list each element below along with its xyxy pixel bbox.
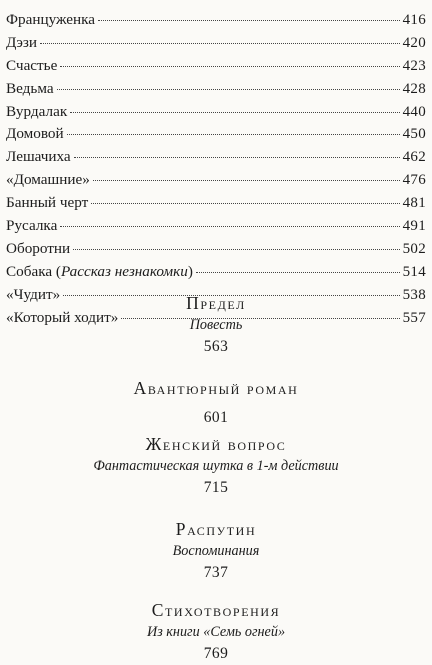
toc-entry-title: Лешачиха [6, 148, 71, 166]
toc-entry-page: 428 [402, 80, 426, 97]
dot-leader [196, 272, 400, 273]
toc-entry-page: 557 [402, 309, 426, 326]
toc-entry-page: 502 [402, 240, 426, 257]
toc-row [6, 123, 426, 146]
toc-entry-title [6, 261, 193, 284]
section-page: 601 [203, 409, 229, 426]
toc-row [6, 32, 426, 55]
toc-entry-page: 476 [402, 172, 426, 189]
dot-leader [57, 89, 400, 90]
dot-leader [60, 226, 399, 227]
section-rasputin [0, 518, 432, 584]
dot-leader [40, 43, 400, 44]
dot-leader [74, 157, 400, 158]
toc-row [6, 146, 426, 169]
toc-entry-title-prefix: Собака ( [6, 262, 61, 280]
toc-entry-page: 538 [402, 286, 426, 303]
toc-entry-page: 450 [402, 126, 426, 143]
section-title: Стихотворения [151, 600, 281, 620]
toc-row [6, 261, 426, 284]
toc-entry-page: 420 [402, 34, 426, 51]
toc-entry-title: Дэзи [6, 33, 38, 51]
toc-entry-title: Домовой [6, 125, 64, 143]
section-title: Женский вопрос [145, 434, 287, 454]
section-page: 563 [203, 338, 229, 355]
toc-row [6, 169, 426, 192]
toc-entry-title: Русалка [6, 217, 58, 235]
toc-entry-title-italic: Рассказ незнакомки [60, 262, 188, 280]
section-title: Предел [186, 293, 246, 313]
section-page: 715 [203, 479, 229, 496]
dot-leader [67, 134, 400, 135]
toc-entry-title: «Домашние» [6, 171, 90, 189]
toc-entry-title: Счастье [6, 56, 58, 74]
toc-entry-title: Банный черт [6, 194, 89, 212]
toc-row [6, 238, 426, 261]
toc-list [6, 9, 426, 329]
toc-entry-page: 423 [402, 57, 426, 74]
section-predel [0, 292, 432, 358]
dot-leader [73, 249, 399, 250]
toc-entry-page: 514 [402, 263, 426, 280]
toc-entry-page: 462 [402, 149, 426, 166]
section-subtitle: Фантастическая шутка в 1-м действии [93, 458, 339, 474]
section-page: 769 [203, 645, 229, 662]
dot-leader [70, 112, 399, 113]
section-subtitle: Из книги «Семь огней» [146, 624, 286, 640]
dot-leader [91, 203, 399, 204]
section-page: 737 [203, 564, 229, 581]
section-womens-question [0, 433, 432, 499]
toc-row [6, 215, 426, 238]
section-title: Авантюрный роман [133, 378, 299, 398]
toc-entry-title: «Который ходит» [6, 308, 119, 326]
toc-entry-title: «Чудит» [6, 285, 61, 303]
toc-row [6, 192, 426, 215]
toc-row [6, 55, 426, 78]
toc-entry-page: 491 [402, 218, 426, 235]
toc-entry-title: Француженка [6, 11, 96, 28]
section-subtitle: Воспоминания [172, 543, 260, 559]
toc-entry-title: Ведьма [6, 79, 54, 97]
toc-entry-title-suffix: ) [187, 262, 193, 280]
section-adventure-novel [0, 377, 432, 429]
section-poems [0, 599, 432, 665]
section-subtitle: Повесть [189, 317, 243, 333]
toc-row [6, 101, 426, 124]
dot-leader [93, 180, 400, 181]
dot-leader [60, 66, 399, 67]
toc-row [6, 9, 426, 32]
toc-entry-page: 416 [402, 12, 426, 28]
toc-entry-title: Вурдалак [6, 102, 68, 120]
toc-entry-page: 481 [402, 195, 426, 212]
section-title: Распутин [175, 519, 257, 539]
toc-entry-page: 440 [402, 103, 426, 120]
toc-entry-title: Оборотни [6, 239, 71, 257]
toc-row [6, 78, 426, 101]
dot-leader [98, 20, 400, 21]
